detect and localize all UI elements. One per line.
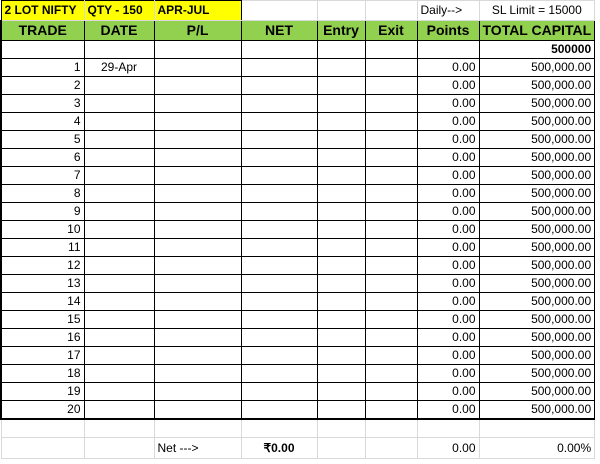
table-row xyxy=(1,113,595,131)
date-cell[interactable] xyxy=(84,275,154,293)
table-row xyxy=(1,149,595,167)
table-row xyxy=(1,365,595,383)
pl-cell[interactable] xyxy=(154,221,241,239)
date-cell[interactable] xyxy=(84,185,154,203)
empty-cell[interactable] xyxy=(317,1,365,21)
points-cell[interactable]: 0.00 xyxy=(417,95,479,113)
table-row xyxy=(1,257,595,275)
empty-cell[interactable] xyxy=(365,1,417,21)
trade-cell[interactable]: 7 xyxy=(1,167,84,185)
capital-cell[interactable]: 500,000.00 xyxy=(479,239,595,257)
sl-limit-cell[interactable]: SL Limit = 15000 xyxy=(479,1,595,21)
trade-cell[interactable]: 13 xyxy=(1,275,84,293)
date-cell[interactable] xyxy=(84,149,154,167)
points-cell[interactable]: 0.00 xyxy=(417,221,479,239)
pl-cell[interactable] xyxy=(154,149,241,167)
exit-cell[interactable] xyxy=(365,383,417,401)
empty-cell[interactable] xyxy=(154,419,241,438)
net-cell[interactable] xyxy=(241,185,317,203)
capital-cell[interactable]: 500,000.00 xyxy=(479,131,595,149)
exit-cell[interactable] xyxy=(365,59,417,77)
trade-cell[interactable]: 15 xyxy=(1,311,84,329)
entry-cell[interactable] xyxy=(317,239,365,257)
table-row xyxy=(1,329,595,347)
empty-cell[interactable] xyxy=(1,438,84,459)
capital-cell[interactable]: 500,000.00 xyxy=(479,149,595,167)
date-cell[interactable] xyxy=(84,131,154,149)
pl-cell[interactable] xyxy=(154,365,241,383)
header-trade[interactable]: TRADE xyxy=(1,21,84,41)
header-row xyxy=(1,21,595,41)
points-cell[interactable]: 0.00 xyxy=(417,257,479,275)
empty-cell[interactable] xyxy=(365,419,417,438)
header-date[interactable]: DATE xyxy=(84,21,154,41)
points-cell[interactable]: 0.00 xyxy=(417,329,479,347)
empty-cell[interactable] xyxy=(84,438,154,459)
net-cell[interactable] xyxy=(241,239,317,257)
points-cell[interactable]: 0.00 xyxy=(417,365,479,383)
empty-cell[interactable] xyxy=(317,41,365,59)
date-cell[interactable] xyxy=(84,239,154,257)
pl-cell[interactable] xyxy=(154,347,241,365)
table-row xyxy=(1,221,595,239)
entry-cell[interactable] xyxy=(317,203,365,221)
date-cell[interactable] xyxy=(84,77,154,95)
net-cell[interactable] xyxy=(241,329,317,347)
points-cell[interactable]: 0.00 xyxy=(417,149,479,167)
table-row xyxy=(1,131,595,149)
header-entry[interactable]: Entry xyxy=(317,21,365,41)
exit-cell[interactable] xyxy=(365,95,417,113)
capital-cell[interactable]: 500,000.00 xyxy=(479,329,595,347)
entry-cell[interactable] xyxy=(317,365,365,383)
entry-cell[interactable] xyxy=(317,149,365,167)
date-cell[interactable]: 29-Apr xyxy=(84,59,154,77)
net-cell[interactable] xyxy=(241,59,317,77)
capital-cell[interactable]: 500,000.00 xyxy=(479,203,595,221)
entry-cell[interactable] xyxy=(317,77,365,95)
summary-row xyxy=(1,438,595,459)
header-pl[interactable]: P/L xyxy=(154,21,241,41)
trade-cell[interactable]: 17 xyxy=(1,347,84,365)
date-cell[interactable] xyxy=(84,95,154,113)
trade-cell[interactable]: 6 xyxy=(1,149,84,167)
capital-cell[interactable]: 500,000.00 xyxy=(479,383,595,401)
points-total-cell[interactable]: 0.00 xyxy=(417,438,479,459)
trade-cell[interactable]: 3 xyxy=(1,95,84,113)
date-cell[interactable] xyxy=(84,293,154,311)
date-cell[interactable] xyxy=(84,311,154,329)
capital-cell[interactable]: 500,000.00 xyxy=(479,95,595,113)
qty-cell[interactable]: QTY - 150 xyxy=(84,1,154,21)
pl-cell[interactable] xyxy=(154,167,241,185)
entry-cell[interactable] xyxy=(317,221,365,239)
points-cell[interactable]: 0.00 xyxy=(417,311,479,329)
net-cell[interactable] xyxy=(241,95,317,113)
points-cell[interactable]: 0.00 xyxy=(417,203,479,221)
date-cell[interactable] xyxy=(84,401,154,420)
trade-cell[interactable]: 2 xyxy=(1,77,84,95)
table-row xyxy=(1,311,595,329)
exit-cell[interactable] xyxy=(365,167,417,185)
points-cell[interactable]: 0.00 xyxy=(417,131,479,149)
entry-cell[interactable] xyxy=(317,59,365,77)
empty-cell[interactable] xyxy=(479,419,595,438)
exit-cell[interactable] xyxy=(365,257,417,275)
header-net[interactable]: NET xyxy=(241,21,317,41)
points-cell[interactable]: 0.00 xyxy=(417,347,479,365)
banner-row xyxy=(1,1,595,21)
entry-cell[interactable] xyxy=(317,185,365,203)
pl-cell[interactable] xyxy=(154,203,241,221)
net-cell[interactable] xyxy=(241,311,317,329)
trade-cell[interactable]: 20 xyxy=(1,401,84,420)
trade-cell[interactable]: 12 xyxy=(1,257,84,275)
net-cell[interactable] xyxy=(241,365,317,383)
pl-cell[interactable] xyxy=(154,275,241,293)
date-cell[interactable] xyxy=(84,383,154,401)
points-cell[interactable]: 0.00 xyxy=(417,293,479,311)
table-row xyxy=(1,293,595,311)
net-cell[interactable] xyxy=(241,131,317,149)
entry-cell[interactable] xyxy=(317,401,365,420)
exit-cell[interactable] xyxy=(365,113,417,131)
date-cell[interactable] xyxy=(84,167,154,185)
table-row xyxy=(1,185,595,203)
empty-cell[interactable] xyxy=(84,419,154,438)
empty-cell[interactable] xyxy=(154,41,241,59)
entry-cell[interactable] xyxy=(317,257,365,275)
initial-capital-row xyxy=(1,41,595,59)
table-row xyxy=(1,401,595,420)
pl-cell[interactable] xyxy=(154,383,241,401)
table-row xyxy=(1,239,595,257)
pl-cell[interactable] xyxy=(154,113,241,131)
net-total-cell[interactable]: ₹0.00 xyxy=(241,438,317,459)
table-row xyxy=(1,203,595,221)
date-cell[interactable] xyxy=(84,347,154,365)
points-cell[interactable]: 0.00 xyxy=(417,167,479,185)
trade-cell[interactable]: 18 xyxy=(1,365,84,383)
exit-cell[interactable] xyxy=(365,347,417,365)
net-cell[interactable] xyxy=(241,149,317,167)
entry-cell[interactable] xyxy=(317,131,365,149)
trade-cell[interactable]: 4 xyxy=(1,113,84,131)
trade-cell[interactable]: 11 xyxy=(1,239,84,257)
entry-cell[interactable] xyxy=(317,167,365,185)
pl-cell[interactable] xyxy=(154,329,241,347)
pl-cell[interactable] xyxy=(154,95,241,113)
exit-cell[interactable] xyxy=(365,329,417,347)
empty-cell[interactable] xyxy=(1,419,84,438)
exit-cell[interactable] xyxy=(365,203,417,221)
points-cell[interactable]: 0.00 xyxy=(417,185,479,203)
table-row xyxy=(1,383,595,401)
date-cell[interactable] xyxy=(84,365,154,383)
pl-cell[interactable] xyxy=(154,59,241,77)
capital-cell[interactable]: 500,000.00 xyxy=(479,167,595,185)
capital-cell[interactable]: 500,000.00 xyxy=(479,221,595,239)
capital-cell[interactable]: 500,000.00 xyxy=(479,77,595,95)
date-cell[interactable] xyxy=(84,257,154,275)
trade-cell[interactable]: 9 xyxy=(1,203,84,221)
date-cell[interactable] xyxy=(84,329,154,347)
date-cell[interactable] xyxy=(84,221,154,239)
capital-cell[interactable]: 500,000.00 xyxy=(479,59,595,77)
pl-cell[interactable] xyxy=(154,401,241,420)
empty-cell[interactable] xyxy=(241,1,317,21)
net-cell[interactable] xyxy=(241,167,317,185)
trade-cell[interactable]: 16 xyxy=(1,329,84,347)
date-cell[interactable] xyxy=(84,113,154,131)
net-cell[interactable] xyxy=(241,347,317,365)
lots-cell[interactable]: 2 LOT NIFTY xyxy=(1,1,84,21)
capital-cell[interactable]: 500,000.00 xyxy=(479,257,595,275)
capital-cell[interactable]: 500,000.00 xyxy=(479,275,595,293)
capital-cell[interactable]: 500,000.00 xyxy=(479,113,595,131)
empty-cell[interactable] xyxy=(417,419,479,438)
trade-cell[interactable]: 5 xyxy=(1,131,84,149)
points-cell[interactable]: 0.00 xyxy=(417,77,479,95)
trade-cell[interactable]: 10 xyxy=(1,221,84,239)
pl-cell[interactable] xyxy=(154,311,241,329)
entry-cell[interactable] xyxy=(317,311,365,329)
pl-cell[interactable] xyxy=(154,293,241,311)
capital-cell[interactable]: 500,000.00 xyxy=(479,347,595,365)
points-cell[interactable]: 0.00 xyxy=(417,275,479,293)
table-row xyxy=(1,275,595,293)
header-total-capital[interactable]: TOTAL CAPITAL xyxy=(479,21,595,41)
net-cell[interactable] xyxy=(241,221,317,239)
exit-cell[interactable] xyxy=(365,77,417,95)
trade-cell[interactable]: 19 xyxy=(1,383,84,401)
points-cell[interactable]: 0.00 xyxy=(417,239,479,257)
spacer-row xyxy=(1,419,595,438)
exit-cell[interactable] xyxy=(365,131,417,149)
net-cell[interactable] xyxy=(241,401,317,420)
entry-cell[interactable] xyxy=(317,95,365,113)
net-cell[interactable] xyxy=(241,383,317,401)
initial-capital-cell[interactable]: 500000 xyxy=(479,41,595,59)
empty-cell[interactable] xyxy=(365,438,417,459)
empty-cell[interactable] xyxy=(317,419,365,438)
table-row xyxy=(1,347,595,365)
entry-cell[interactable] xyxy=(317,347,365,365)
exit-cell[interactable] xyxy=(365,149,417,167)
points-cell[interactable]: 0.00 xyxy=(417,113,479,131)
net-cell[interactable] xyxy=(241,275,317,293)
exit-cell[interactable] xyxy=(365,239,417,257)
header-exit[interactable]: Exit xyxy=(365,21,417,41)
entry-cell[interactable] xyxy=(317,113,365,131)
empty-cell[interactable] xyxy=(1,41,84,59)
trade-cell[interactable]: 14 xyxy=(1,293,84,311)
pl-cell[interactable] xyxy=(154,77,241,95)
table-row xyxy=(1,95,595,113)
empty-cell[interactable] xyxy=(365,41,417,59)
date-cell[interactable] xyxy=(84,203,154,221)
capital-cell[interactable]: 500,000.00 xyxy=(479,311,595,329)
net-cell[interactable] xyxy=(241,203,317,221)
points-cell[interactable]: 0.00 xyxy=(417,383,479,401)
empty-cell[interactable] xyxy=(317,438,365,459)
capital-cell[interactable]: 500,000.00 xyxy=(479,293,595,311)
period-cell[interactable]: APR-JUL xyxy=(154,1,241,21)
empty-cell[interactable] xyxy=(241,41,317,59)
net-cell[interactable] xyxy=(241,293,317,311)
table-row xyxy=(1,59,595,77)
net-cell[interactable] xyxy=(241,113,317,131)
empty-cell[interactable] xyxy=(241,419,317,438)
capital-cell[interactable]: 500,000.00 xyxy=(479,185,595,203)
entry-cell[interactable] xyxy=(317,329,365,347)
exit-cell[interactable] xyxy=(365,275,417,293)
exit-cell[interactable] xyxy=(365,311,417,329)
pl-cell[interactable] xyxy=(154,131,241,149)
trade-cell[interactable]: 8 xyxy=(1,185,84,203)
trade-cell[interactable]: 1 xyxy=(1,59,84,77)
net-label-cell[interactable]: Net ---> xyxy=(154,438,241,459)
entry-cell[interactable] xyxy=(317,293,365,311)
exit-cell[interactable] xyxy=(365,185,417,203)
daily-cell[interactable]: Daily--> xyxy=(417,1,479,21)
table-row xyxy=(1,167,595,185)
empty-cell[interactable] xyxy=(84,41,154,59)
points-cell[interactable]: 0.00 xyxy=(417,401,479,420)
exit-cell[interactable] xyxy=(365,221,417,239)
percent-cell[interactable]: 0.00% xyxy=(479,438,595,459)
pl-cell[interactable] xyxy=(154,257,241,275)
capital-cell[interactable]: 500,000.00 xyxy=(479,401,595,420)
table-row xyxy=(1,77,595,95)
exit-cell[interactable] xyxy=(365,401,417,420)
exit-cell[interactable] xyxy=(365,293,417,311)
empty-cell[interactable] xyxy=(417,41,479,59)
pl-cell[interactable] xyxy=(154,239,241,257)
points-cell[interactable]: 0.00 xyxy=(417,59,479,77)
header-points[interactable]: Points xyxy=(417,21,479,41)
capital-cell[interactable]: 500,000.00 xyxy=(479,365,595,383)
entry-cell[interactable] xyxy=(317,383,365,401)
exit-cell[interactable] xyxy=(365,365,417,383)
net-cell[interactable] xyxy=(241,257,317,275)
entry-cell[interactable] xyxy=(317,275,365,293)
pl-cell[interactable] xyxy=(154,185,241,203)
net-cell[interactable] xyxy=(241,77,317,95)
